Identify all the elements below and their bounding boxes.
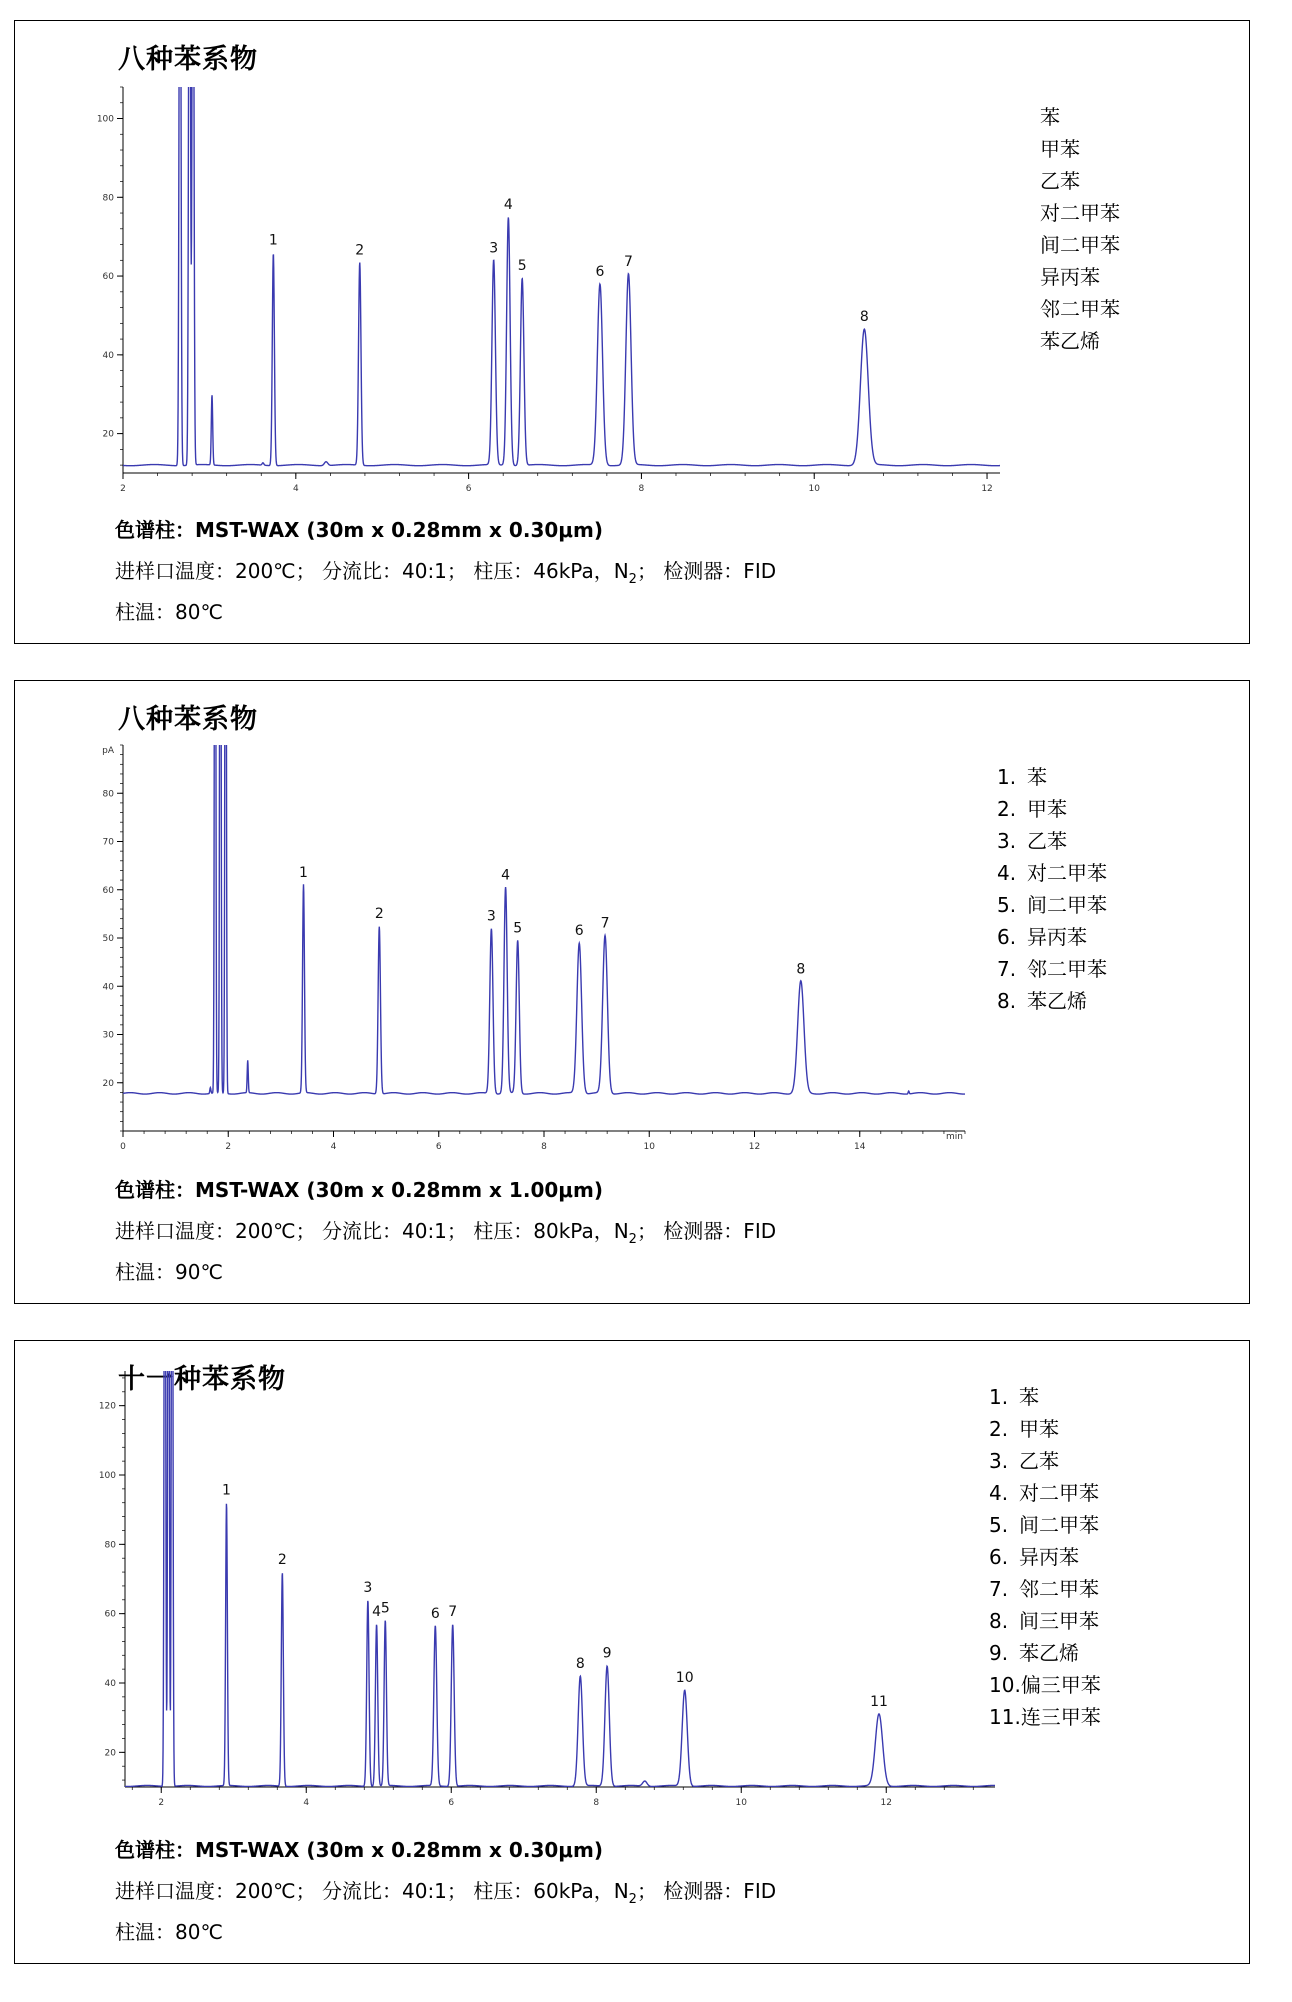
legend-number: 9.	[989, 1641, 1009, 1665]
legend-item	[997, 857, 1107, 889]
x-tick-label: 0	[120, 1142, 126, 1152]
legend-label: 乙苯	[1027, 829, 1067, 853]
chart-legend	[1010, 101, 1120, 357]
y-tick-label: 80	[102, 789, 114, 800]
legend-item	[997, 921, 1107, 953]
y-tick-label: 30	[102, 1030, 114, 1041]
legend-number: 4.	[989, 1481, 1009, 1505]
legend-item	[1010, 101, 1120, 133]
method-info	[115, 1176, 776, 1299]
legend-item	[989, 1637, 1101, 1669]
legend-item	[1010, 133, 1120, 165]
y-tick-label: 100	[98, 1471, 116, 1481]
legend-item	[997, 889, 1107, 921]
legend-item	[989, 1605, 1101, 1637]
legend-number: 1.	[997, 765, 1017, 789]
y-tick-label: 40	[104, 1679, 116, 1689]
peak-label: 6	[574, 922, 584, 939]
legend-item	[989, 1509, 1101, 1541]
chart-title: 十一种苯系物	[118, 1364, 286, 1395]
legend-item	[1010, 229, 1120, 261]
legend-item	[997, 793, 1107, 825]
x-tick-label: 10	[735, 1798, 747, 1808]
y-tick-label: 60	[104, 1609, 116, 1620]
x-tick-label: 4	[330, 1142, 337, 1152]
legend-item	[997, 953, 1107, 985]
peak-label: 3	[363, 1579, 373, 1596]
chart-legend	[997, 761, 1107, 1017]
params-tail: ； 检测器：FID	[636, 1879, 777, 1903]
legend-number: 4.	[997, 861, 1017, 885]
legend-label: 间三甲苯	[1019, 1609, 1099, 1633]
peak-label: 6	[430, 1605, 440, 1622]
x-tick-label: 6	[448, 1798, 455, 1808]
x-tick-label: 4	[292, 484, 299, 494]
legend-label: 邻二甲苯	[1040, 297, 1120, 321]
legend-number: 10.	[989, 1673, 1021, 1697]
params-tail: ； 检测器：FID	[636, 1219, 777, 1243]
legend-item	[989, 1445, 1101, 1477]
params-subscript: 2	[628, 1892, 637, 1907]
legend-label: 异丙苯	[1019, 1545, 1079, 1569]
legend-label: 异丙苯	[1027, 925, 1087, 949]
y-tick-label: 80	[102, 193, 114, 204]
legend-item	[989, 1541, 1101, 1573]
params-main: 进样口温度：200℃； 分流比：40:1； 柱压：60kPa，N	[115, 1879, 629, 1903]
y-tick-label: 20	[102, 1078, 114, 1089]
peak-label: 4	[501, 867, 511, 884]
peak-label: 3	[486, 908, 496, 925]
x-tick-label: 2	[120, 484, 126, 494]
method-params	[115, 1217, 776, 1258]
legend-item	[989, 1669, 1101, 1701]
legend-label: 苯	[1027, 765, 1047, 789]
column-temperature: 柱温：80℃	[115, 1920, 223, 1944]
legend-label: 甲苯	[1040, 137, 1080, 161]
peak-label: 1	[268, 232, 278, 249]
legend-item	[989, 1701, 1101, 1733]
legend-number: 3.	[997, 829, 1017, 853]
peak-label: 3	[489, 240, 499, 257]
column-temperature: 柱温：80℃	[115, 600, 223, 624]
y-tick-label: 70	[102, 837, 114, 848]
peak-label: 7	[448, 1604, 458, 1621]
legend-item	[1010, 197, 1120, 229]
method-info	[115, 1836, 776, 1959]
legend-label: 甲苯	[1027, 797, 1067, 821]
x-tick-label: 8	[541, 1142, 547, 1152]
chromatogram-trace	[123, 681, 965, 1094]
legend-number: 8.	[997, 989, 1017, 1013]
chart-title: 八种苯系物	[118, 704, 258, 735]
y-tick-label: 20	[104, 1748, 116, 1759]
chart-legend	[989, 1381, 1101, 1733]
legend-label: 间二甲苯	[1027, 893, 1107, 917]
x-tick-label: 6	[465, 484, 472, 494]
y-tick-label: 40	[102, 982, 114, 993]
y-tick-label: 40	[102, 350, 114, 361]
legend-label: 异丙苯	[1040, 265, 1100, 289]
y-tick-label: 60	[102, 885, 114, 896]
legend-number: 2.	[997, 797, 1017, 821]
column-spec: 色谱柱：MST-WAX (30m x 0.28mm x 1.00μm)	[115, 1178, 603, 1202]
chromatogram-panel-2	[14, 680, 1250, 1304]
peak-label: 4	[503, 196, 513, 213]
x-tick-label: 12	[880, 1798, 892, 1808]
legend-label: 苯乙烯	[1040, 329, 1100, 353]
legend-number: 3.	[989, 1449, 1009, 1473]
peak-label: 8	[796, 961, 806, 978]
peak-label: 2	[277, 1552, 287, 1569]
legend-label: 偏三甲苯	[1020, 1673, 1101, 1697]
legend-label: 邻二甲苯	[1019, 1577, 1099, 1601]
legend-label: 甲苯	[1019, 1417, 1059, 1441]
x-tick-label: 8	[593, 1798, 600, 1808]
y-unit-label: pA	[102, 746, 114, 756]
method-info	[115, 516, 776, 639]
legend-label: 乙苯	[1040, 169, 1080, 193]
x-unit-label: min	[946, 1132, 963, 1142]
legend-label: 间二甲苯	[1019, 1513, 1099, 1537]
chart-title: 八种苯系物	[118, 44, 258, 75]
peak-label: 1	[299, 864, 308, 881]
x-tick-label: 2	[225, 1142, 232, 1152]
y-tick-label: 80	[104, 1540, 116, 1551]
peak-label: 11	[870, 1694, 888, 1711]
legend-number: 2.	[989, 1417, 1009, 1441]
column-spec: 色谱柱：MST-WAX (30m x 0.28mm x 0.30μm)	[115, 518, 603, 542]
legend-item	[997, 825, 1107, 857]
legend-number: 1.	[989, 1385, 1009, 1409]
x-tick-label: 10	[808, 484, 820, 494]
chromatogram-panel-1	[14, 20, 1250, 644]
legend-item	[989, 1477, 1101, 1509]
chromatogram-trace	[123, 21, 1000, 466]
chromatogram-trace	[125, 1341, 995, 1786]
legend-label: 间二甲苯	[1040, 233, 1120, 257]
params-main: 进样口温度：200℃； 分流比：40:1； 柱压：80kPa，N	[115, 1219, 629, 1243]
x-tick-label: 6	[435, 1142, 442, 1152]
x-tick-label: 12	[748, 1142, 761, 1152]
y-tick-label: 60	[102, 272, 114, 283]
peak-label: 1	[222, 1482, 231, 1499]
legend-item	[997, 761, 1107, 793]
y-tick-label: 120	[98, 1401, 116, 1412]
peak-label: 8	[859, 309, 869, 326]
peak-label: 7	[624, 254, 633, 271]
method-params	[115, 1877, 776, 1918]
peak-label: 2	[355, 242, 365, 259]
legend-label: 苯	[1040, 105, 1060, 129]
params-subscript: 2	[628, 572, 637, 587]
chromatogram-panel-3	[14, 1340, 1250, 1964]
legend-item	[997, 985, 1107, 1017]
legend-label: 连三甲苯	[1020, 1705, 1101, 1729]
legend-item	[1010, 293, 1120, 325]
legend-label: 对二甲苯	[1027, 861, 1107, 885]
peak-label: 4	[372, 1604, 382, 1621]
peak-label: 5	[380, 1600, 390, 1617]
x-tick-label: 2	[158, 1798, 165, 1808]
column-temperature: 柱温：90℃	[115, 1260, 223, 1284]
legend-label: 苯乙烯	[1019, 1641, 1079, 1665]
x-tick-label: 8	[638, 484, 645, 494]
x-tick-label: 14	[854, 1142, 866, 1152]
legend-label: 苯	[1019, 1385, 1039, 1409]
legend-number: 6.	[989, 1545, 1009, 1569]
params-tail: ； 检测器：FID	[636, 559, 777, 583]
peak-label: 6	[595, 263, 605, 280]
legend-item	[1010, 325, 1120, 357]
peak-label: 5	[517, 258, 527, 275]
x-tick-label: 4	[303, 1798, 310, 1808]
x-tick-label: 12	[981, 484, 993, 494]
x-tick-label: 10	[643, 1142, 655, 1152]
legend-item	[1010, 261, 1120, 293]
legend-label: 苯乙烯	[1027, 989, 1087, 1013]
legend-label: 对二甲苯	[1040, 201, 1120, 225]
legend-number: 5.	[997, 893, 1017, 917]
legend-item	[1010, 165, 1120, 197]
legend-item	[989, 1573, 1101, 1605]
y-tick-label: 50	[102, 934, 114, 944]
method-params	[115, 557, 776, 598]
legend-label: 邻二甲苯	[1027, 957, 1107, 981]
legend-item	[989, 1381, 1101, 1413]
legend-item	[989, 1413, 1101, 1445]
legend-label: 乙苯	[1019, 1449, 1059, 1473]
peak-label: 8	[575, 1656, 585, 1673]
peak-label: 9	[602, 1645, 612, 1662]
legend-number: 11.	[989, 1705, 1021, 1729]
legend-label: 对二甲苯	[1019, 1481, 1099, 1505]
y-tick-label: 100	[96, 114, 114, 125]
peak-label: 7	[600, 915, 610, 932]
peak-label: 2	[374, 905, 384, 922]
legend-number: 7.	[989, 1577, 1009, 1601]
column-spec: 色谱柱：MST-WAX (30m x 0.28mm x 0.30μm)	[115, 1838, 603, 1862]
legend-number: 8.	[989, 1609, 1009, 1633]
legend-number: 6.	[997, 925, 1017, 949]
legend-number: 7.	[997, 957, 1017, 981]
peak-label: 10	[675, 1669, 694, 1686]
peak-label: 5	[513, 920, 523, 937]
y-tick-label: 20	[102, 429, 114, 440]
legend-number: 5.	[989, 1513, 1009, 1537]
params-subscript: 2	[628, 1232, 637, 1247]
params-main: 进样口温度：200℃； 分流比：40:1； 柱压：46kPa，N	[115, 559, 629, 583]
